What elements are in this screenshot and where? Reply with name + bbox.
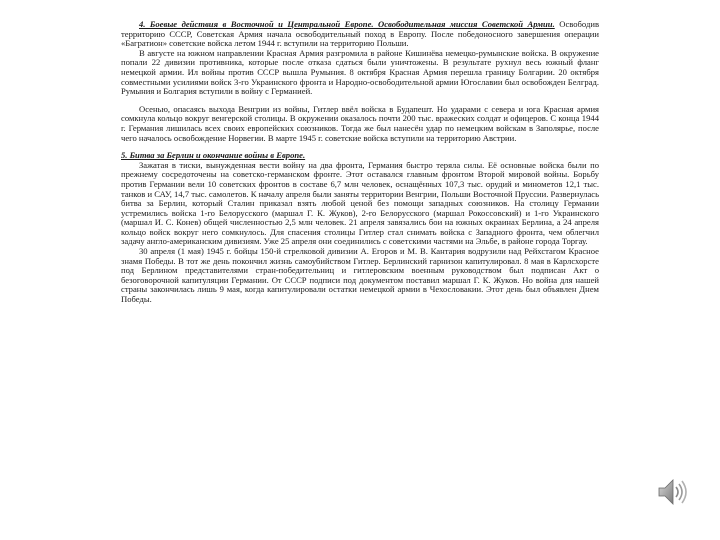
- section-4-paragraph-2: Осенью, опасаясь выхода Венгрии из войны, Гитлер ввёл войска в Будапешт. Но ударами с севера и юга Красная армия сомкнула кольцо вокруг венгерской столицы. В окружении оказалось почти 200 тыс. вражеских солдат и офицеров. С конца 1944 г. Германия лишилась всех своих европейских союзников. Тогда же был нанесён удар по немецким войскам в Заполярье, после чего началось освобождение Норвегии. В марте 1945 г. советские войска вступили на территорию Австрии.: [121, 103, 599, 143]
- section-4-paragraph-1: В августе на южном направлении Красная Армия разгромила в районе Кишинёва немецко-румынские войска. В окружение попали 22 дивизии противника, которые после отказа сдаться были уничтожены. В результате рухнул весь южный фланг немецкой армии. Ил войны против СССР вышла Румыния. 8 октября Красная Армия перешла границу Болгарии. 20 октября совместными усилиями войск 3-го Украинского фронта и Народно-освободительной армии Югославии был освобожден Белград. Румыния и Болгария вступили в войну с Германией.: [121, 47, 599, 97]
- section-5-paragraph-1: Зажатая в тиски, вынужденная вести войну на два фронта, Германия быстро теряла силы. Её основные войска были по прежнему сосредоточены на советско-германском фронте. Этот оставался главным фронтом Второй мировой войны. Борьбу против Германии вели 10 советских фронтов в составе 6,7 млн человек, оснащённых 107,3 тыс. орудий и минометов 12,1 тыс. танков и САУ, 14,7 тыс. самолетов. К началу апреля были заняты территории Венгрии, Польши Восточной Пруссии. Развернулась битва за Берлин, который Сталин приказал взять любой ценой без помощи западных союзников. На столицу Германии устремились войска 1-го Белорусского (маршал Г. К. Жуков), 2-го Белорусского (маршал Рокоссовский) и 1-го Украинского (маршал И. С. Конев) общей численностью 2,5 млн человек. 21 апреля завязались бои на южных окраинах Берлина, а 24 апреля кольцо войск вокруг него сомкнулось. Для спасения столицы Гитлер стал снимать войска с Западного фронта, чем облегчил задачу англо-американским дивизиям. Уже 25 апреля они соединились с советскими частями на Эльбе, в районе города Торгау.: [121, 159, 599, 247]
- section-5-paragraph-2: 30 апреля (1 мая) 1945 г. бойцы 150-й стрелковой дивизии А. Егоров и М. В. Кантария водрузили над Рейхстагом Красное знамя Победы. В тот же день покончил жизнь самоубийством Гитлер. Берлинский гарнизон капитулировал. 8 мая в Карлсхорсте под Берлином представителями стран-победительниц и гитлеровским военным руководством был подписан Акт о безоговорочной капитуляции Германии. От СССР подписи под документом поставил маршал Г. К. Жуков. Но война для нашей страны закончилась лишь 9 мая, когда капитулировали остатки немецкой армии в Чехословакии. Этот день был объявлен Днем Победы.: [121, 246, 599, 305]
- section-4-heading: 4. Боевые действия в Восточной и Центральной Европе. Освободительная миссия Советской Армии.: [139, 19, 555, 29]
- document-page: [121, 20, 599, 305]
- section-5-heading: 5. Битва за Берлин и окончание войны в Европе.: [121, 150, 306, 161]
- section-4-lead: Освободив территорию СССР, Советская Армия начала освободительный поход в Европу. После победоносного завершения операции «Багратион» советские войска летом 1944 г. вступили на территорию Польши.: [121, 19, 600, 49]
- speaker-icon[interactable]: [655, 475, 689, 509]
- section-4-intro: [121, 20, 599, 49]
